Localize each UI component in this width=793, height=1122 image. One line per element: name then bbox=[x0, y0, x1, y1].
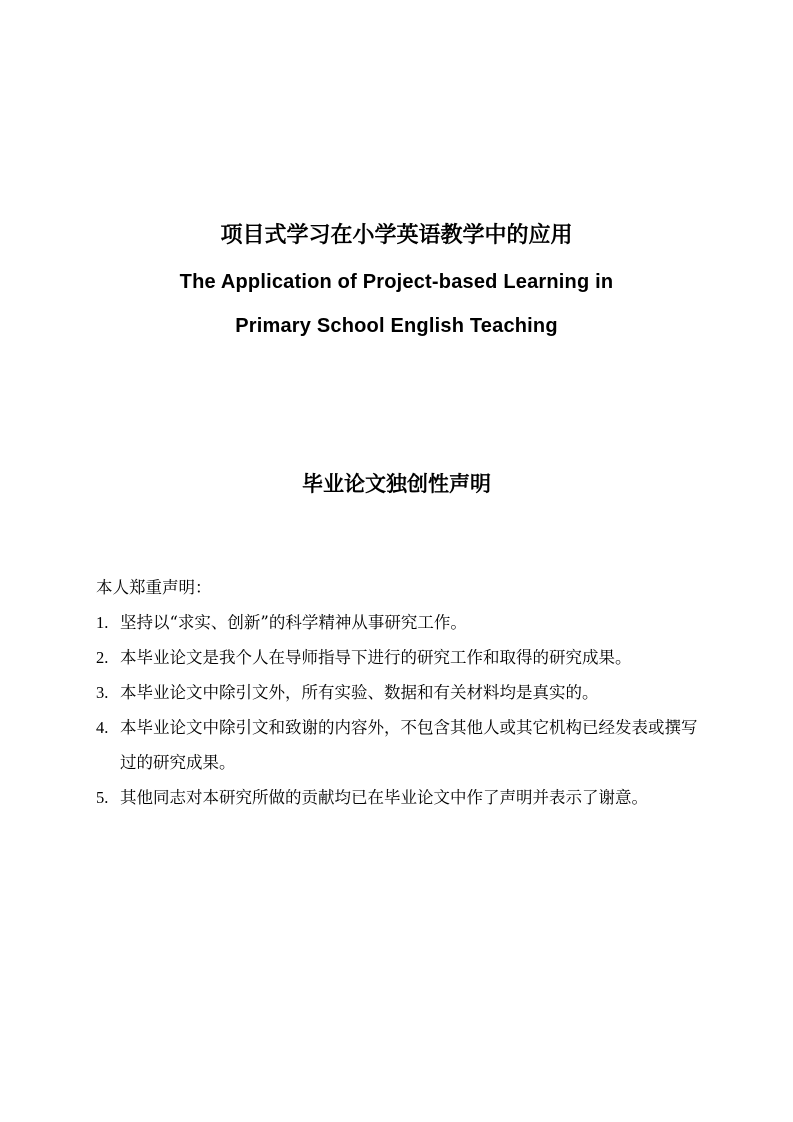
item-number: 2. bbox=[96, 648, 109, 667]
declaration-item-2 bbox=[96, 640, 706, 675]
thesis-title-english-line-2: Primary School English Teaching bbox=[235, 315, 558, 337]
item-number: 5. bbox=[96, 788, 109, 807]
item-text: 其他同志对本研究所做的贡献均已在毕业论文中作了声明并表示了谢意。 bbox=[120, 788, 648, 807]
item-number: 3. bbox=[96, 683, 109, 702]
thesis-title-chinese: 项目式学习在小学英语教学中的应用 bbox=[220, 223, 573, 248]
item-text: 坚持以“求实、创新”的科学精神从事研究工作。 bbox=[120, 613, 467, 632]
item-text: 本毕业论文是我个人在导师指导下进行的研究工作和取得的研究成果。 bbox=[120, 648, 632, 667]
declaration-item-5 bbox=[96, 780, 706, 815]
declaration-item-3 bbox=[96, 675, 706, 710]
declaration-item-1 bbox=[96, 605, 706, 640]
declaration-heading: 毕业论文独创性声明 bbox=[302, 472, 491, 496]
item-text: 本毕业论文中除引文和致谢的内容外，不包含其他人或其它机构已经发表或撰写过的研究成果。 bbox=[120, 718, 698, 772]
item-text: 本毕业论文中除引文外，所有实验、数据和有关材料均是真实的。 bbox=[120, 683, 599, 702]
declaration-body bbox=[96, 570, 706, 815]
declaration-item-4 bbox=[96, 710, 706, 780]
declaration-intro: 本人郑重声明： bbox=[96, 578, 212, 597]
item-number: 4. bbox=[96, 718, 109, 737]
thesis-title-english-line-1: The Application of Project-based Learning in bbox=[179, 271, 614, 293]
item-number: 1. bbox=[96, 613, 109, 632]
declaration-list bbox=[96, 605, 706, 815]
